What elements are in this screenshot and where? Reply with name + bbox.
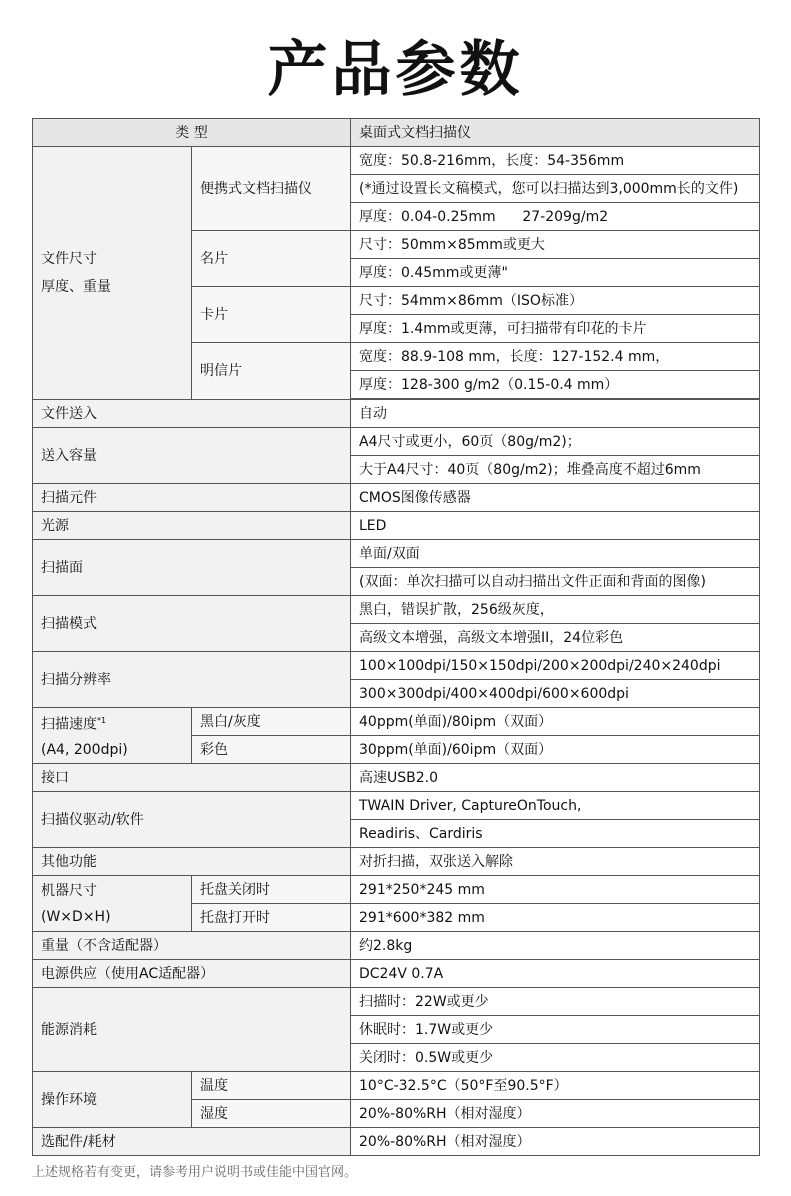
light-label: 光源 [33,512,351,540]
business-card-line1: 尺寸：50mm×85mm或更大 [351,231,760,259]
resolution-line2: 300×300dpi/400×400dpi/600×600dpi [351,680,760,708]
table-row [33,932,760,960]
side-label: 扫描面 [33,540,351,596]
consumption-sleep: 休眠时：1.7W或更少 [351,1016,760,1044]
portable-line2: (*通过设置长文稿模式，您可以扫描达到3,000mm长的文件) [351,175,760,203]
table-row [33,400,760,428]
consumption-label: 能源消耗 [33,988,351,1072]
table-row [33,1072,760,1100]
table-row [33,764,760,792]
other-value: 对折扫描，双张送入解除 [351,848,760,876]
table-row [33,147,760,175]
options-value: 20%-80%RH（相对湿度） [351,1128,760,1156]
resolution-label: 扫描分辨率 [33,652,351,708]
driver-label: 扫描仪驱动/软件 [33,792,351,848]
environment-hum-value: 20%-80%RH（相对湿度） [351,1100,760,1128]
table-row [33,876,760,904]
speed-footnote-mark: *1 [97,715,107,725]
table-row [33,1128,760,1156]
environment-temp-value: 10°C-32.5°C（50°F至90.5°F） [351,1072,760,1100]
dimensions-label-line1: 机器尺寸 [41,882,97,899]
driver-line1: TWAIN Driver, CaptureOnTouch, [351,792,760,820]
side-line2: (双面：单次扫描可以自动扫描出文件正面和背面的图像) [351,568,760,596]
table-row [33,484,760,512]
speed-color-value: 30ppm(单面)/60ipm（双面） [351,736,760,764]
portable-line1: 宽度：50.8-216mm，长度：54-356mm [351,147,760,175]
capacity-line1: A4尺寸或更小，60页（80g/m2)； [351,428,760,456]
weight-label: 重量（不含适配器） [33,932,351,960]
card-line1: 尺寸：54mm×86mm（ISO标准） [351,287,760,315]
type-label: 类 型 [33,119,351,147]
capacity-label: 送入容量 [33,428,351,484]
card-label: 卡片 [192,287,351,343]
table-row [33,119,760,147]
type-value: 桌面式文档扫描仪 [351,119,760,147]
capacity-line2: 大于A4尺寸：40页（80g/m2)；堆叠高度不超过6mm [351,456,760,484]
portable-line3: 厚度：0.04-0.25mm 27-209g/m2 [351,203,760,231]
business-card-line2: 厚度：0.45mm或更薄" [351,259,760,287]
power-value: DC24V 0.7A [351,960,760,988]
footnote: 上述规格若有变更，请参考用户说明书或佳能中国官网。 [32,1165,358,1180]
consumption-scan: 扫描时：22W或更少 [351,988,760,1016]
feed-value: 自动 [351,400,760,428]
weight-value: 约2.8kg [351,932,760,960]
doc-size-label-line2: 厚度、重量 [41,279,111,295]
speed-label-line1: 扫描速度 [41,716,97,733]
postcard-line1: 宽度：88.9-108 mm，长度：127-152.4 mm， [351,343,760,371]
speed-bw-label: 黑白/灰度 [192,708,351,736]
power-label: 电源供应（使用AC适配器） [33,960,351,988]
dimensions-open-value: 291*600*382 mm [351,904,760,932]
resolution-line1: 100×100dpi/150×150dpi/200×200dpi/240×240dpi [351,652,760,680]
table-row [33,428,760,456]
mode-line1: 黑白，错误扩散，256级灰度， [351,596,760,624]
dimensions-closed-value: 291*250*245 mm [351,876,760,904]
table-row [33,848,760,876]
dimensions-label-line2: (W×D×H) [41,908,111,925]
postcard-line2: 厚度：128-300 g/m2（0.15-0.4 mm） [351,371,760,399]
sensor-label: 扫描元件 [33,484,351,512]
mode-line2: 高级文本增强，高级文本增强II，24位彩色 [351,624,760,652]
mode-label: 扫描模式 [33,596,351,652]
consumption-off: 关闭时：0.5W或更少 [351,1044,760,1072]
doc-size-label-line1: 文件尺寸 [41,251,97,267]
card-line2: 厚度：1.4mm或更薄，可扫描带有印花的卡片 [351,315,760,343]
sensor-value: CMOS图像传感器 [351,484,760,512]
table-row [33,596,760,624]
table-row [33,540,760,568]
interface-label: 接口 [33,764,351,792]
table-row [33,960,760,988]
dimensions-label [33,876,192,932]
page-title: 产品参数 [267,35,524,105]
table-row [33,988,760,1016]
speed-label-line2: (A4, 200dpi) [41,742,128,759]
environment-hum-label: 湿度 [192,1100,351,1128]
table-row [33,652,760,680]
portable-label: 便携式文档扫描仪 [192,147,351,231]
side-line1: 单面/双面 [351,540,760,568]
speed-color-label: 彩色 [192,736,351,764]
doc-size-label [33,147,192,400]
driver-line2: Readiris、Cardiris [351,820,760,848]
environment-temp-label: 温度 [192,1072,351,1100]
speed-label [33,708,192,764]
table-row [33,708,760,736]
table-row [33,512,760,540]
environment-label: 操作环境 [33,1072,192,1128]
postcard-label: 明信片 [192,343,351,400]
feed-label: 文件送入 [33,400,351,428]
options-label: 选配件/耗材 [33,1128,351,1156]
light-value: LED [351,512,760,540]
other-label: 其他功能 [33,848,351,876]
table-row [33,792,760,820]
spec-table [32,118,760,1156]
dimensions-open-label: 托盘打开时 [192,904,351,932]
speed-bw-value: 40ppm(单面)/80ipm（双面） [351,708,760,736]
interface-value: 高速USB2.0 [351,764,760,792]
dimensions-closed-label: 托盘关闭时 [192,876,351,904]
business-card-label: 名片 [192,231,351,287]
